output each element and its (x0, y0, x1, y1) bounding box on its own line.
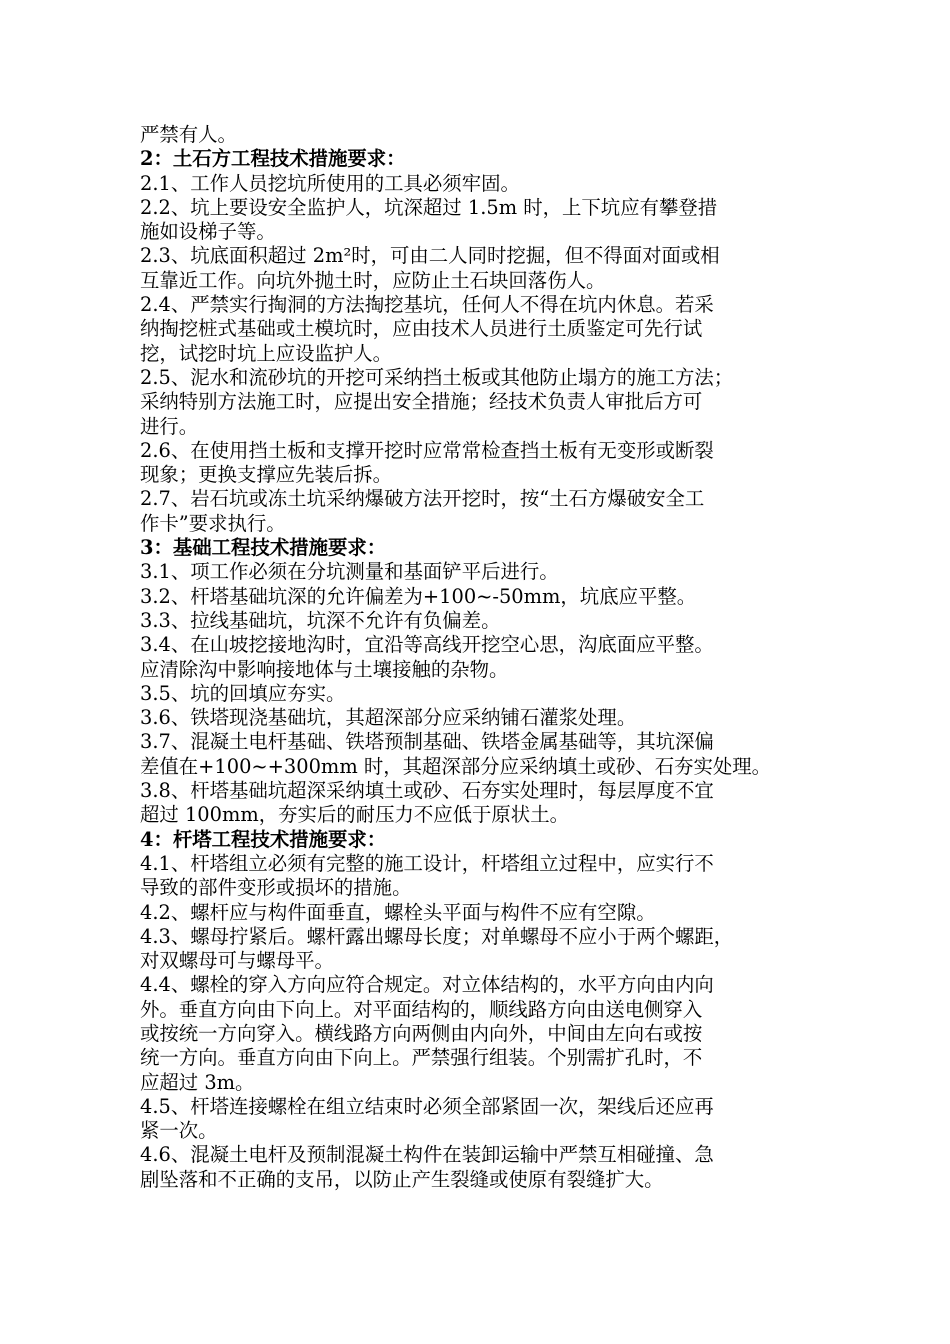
text-line: 采纳特别方法施工时，应提出安全措施；经技术负责人审批后方可 (140, 390, 703, 414)
text-line: 3.8、杆塔基础坑超深采纳填土或砂、石夯实处理时，每层厚度不宜 (140, 779, 714, 803)
text-line: 挖，试挖时坑上应设监护人。 (140, 341, 393, 365)
text-line: 2.6、在使用挡土板和支撑开挖时应常常检查挡土板有无变形或断裂 (140, 438, 714, 462)
text-line: 互靠近工作。向坑外抛土时，应防止土石块回落伤人。 (140, 268, 606, 292)
text-line: 外。垂直方向由下向上。对平面结构的，顺线路方向由送电侧穿入 (140, 997, 703, 1021)
text-line: 导致的部件变形或损坏的措施。 (140, 876, 412, 900)
text-line: 应超过 3m。 (140, 1070, 255, 1094)
text-line: 3.6、铁塔现浇基础坑，其超深部分应采纳铺石灌浆处理。 (140, 706, 637, 730)
text-line: 超过 100mm，夯实后的耐压力不应低于原状土。 (140, 803, 569, 827)
text-line: 3.2、杆塔基础坑深的允许偏差为+100~-50mm，坑底应平整。 (140, 584, 697, 608)
text-line: 4.6、混凝土电杆及预制混凝土构件在装卸运输中严禁互相碰撞、急 (140, 1143, 714, 1167)
text-line: 现象；更换支撑应先装后拆。 (140, 463, 393, 487)
section-heading: 3：基础工程技术措施要求： (140, 536, 387, 560)
text-line: 进行。 (140, 414, 199, 438)
section-heading: 4：杆塔工程技术措施要求： (140, 827, 387, 851)
text-line: 3.7、混凝土电杆基础、铁塔预制基础、铁塔金属基础等，其坑深偏 (140, 730, 714, 754)
text-line: 差值在+100~+300mm 时，其超深部分应采纳填土或砂、石夯实处理。 (140, 754, 772, 778)
text-line: 应清除沟中影响接地体与土壤接触的杂物。 (140, 657, 509, 681)
text-line: 2.7、岩石坑或冻土坑采纳爆破方法开挖时，按“土石方爆破安全工 (140, 487, 705, 511)
text-line: 2.3、坑底面积超过 2m²时，可由二人同时挖掘，但不得面对面或相 (140, 244, 720, 268)
text-line: 3.5、坑的回填应夯实。 (140, 681, 346, 705)
text-line: 或按统一方向穿入。横线路方向两侧由内向外，中间由左向右或按 (140, 1021, 703, 1045)
text-line: 4.1、杆塔组立必须有完整的施工设计，杆塔组立过程中，应实行不 (140, 851, 714, 875)
text-line: 4.5、杆塔连接螺栓在组立结束时必须全部紧固一次，架线后还应再 (140, 1094, 714, 1118)
text-line: 4.3、螺母拧紧后。螺杆露出螺母长度；对单螺母不应小于两个螺距， (140, 924, 734, 948)
text-line: 3.3、拉线基础坑，坑深不允许有负偏差。 (140, 608, 501, 632)
text-line: 剧坠落和不正确的支吊，以防止产生裂缝或使原有裂缝扩大。 (140, 1167, 664, 1191)
text-line: 4.2、螺杆应与构件面垂直，螺栓头平面与构件不应有空隙。 (140, 900, 656, 924)
text-line: 对双螺母可与螺母平。 (140, 949, 334, 973)
text-line: 3.4、在山坡挖接地沟时，宜沿等高线开挖空心思，沟底面应平整。 (140, 633, 714, 657)
text-line: 2.4、严禁实行掏洞的方法掏挖基坑，任何人不得在坑内休息。若采 (140, 293, 714, 317)
text-line: 作卡”要求执行。 (140, 511, 286, 535)
text-line: 2.2、坑上要设安全监护人，坑深超过 1.5m 时，上下坑应有攀登措 (140, 195, 718, 219)
text-line: 严禁有人。 (140, 123, 237, 146)
text-line: 统一方向。垂直方向由下向上。严禁强行组装。个别需扩孔时，不 (140, 1046, 703, 1070)
text-line: 3.1、项工作必须在分坑测量和基面铲平后进行。 (140, 560, 559, 584)
text-line: 施如设梯子等。 (140, 220, 276, 244)
text-line: 2.5、泥水和流砂坑的开挖可采纳挡土板或其他防止塌方的施工方法； (140, 365, 734, 389)
text-line: 紧一次。 (140, 1119, 218, 1143)
text-line: 2.1、工作人员挖坑所使用的工具必须牢固。 (140, 171, 520, 195)
section-heading: 2：土石方工程技术措施要求： (140, 147, 406, 171)
text-line: 纳掏挖桩式基础或土模坑时，应由技术人员进行土质鉴定可先行试 (140, 317, 703, 341)
document-page (140, 123, 822, 1192)
text-line: 4.4、螺栓的穿入方向应符合规定。对立体结构的，水平方向由内向 (140, 973, 714, 997)
